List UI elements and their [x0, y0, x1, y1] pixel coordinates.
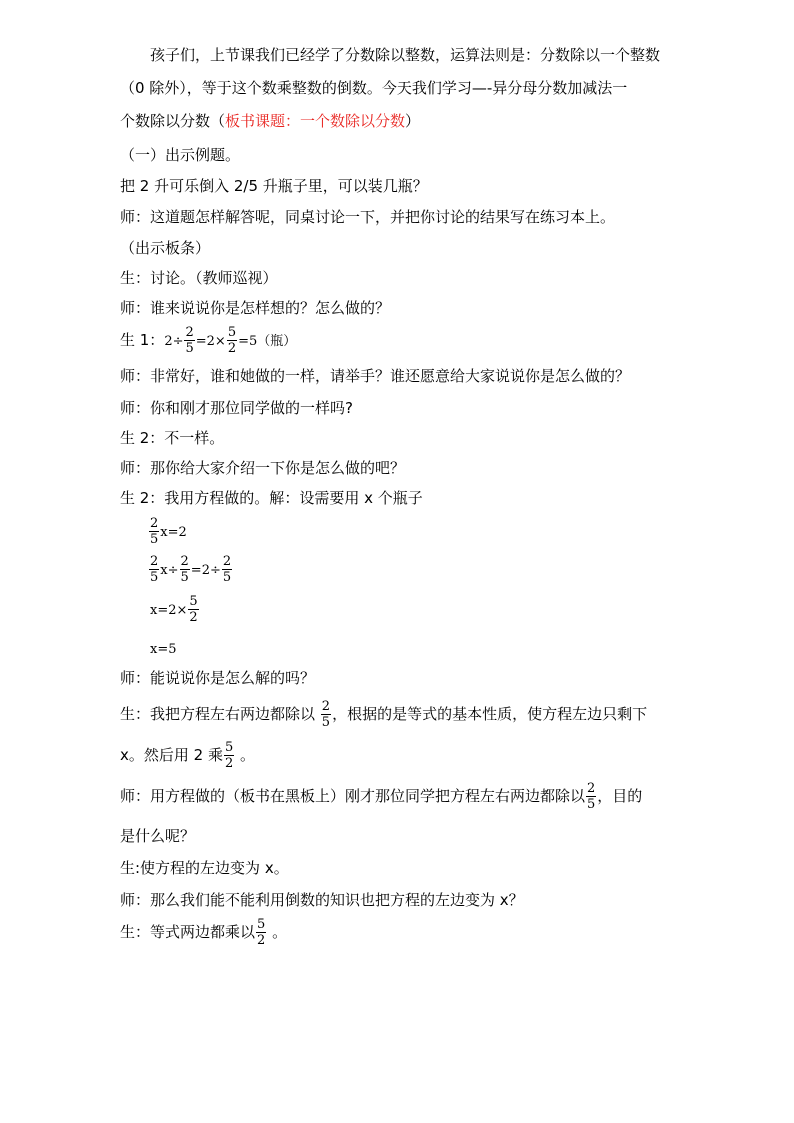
math-span: x=5 — [150, 642, 177, 657]
fraction-numerator: 2 — [185, 325, 194, 340]
fraction-numerator: 2 — [180, 554, 189, 569]
fraction-two-fifths — [149, 516, 159, 547]
fraction-denominator: 5 — [180, 570, 189, 585]
text-span: 孩子们，上节课我们已经学了分数除以整数，运算法则是：分数除以一个整数 — [150, 46, 661, 64]
text-span: ，根据的是等式的基本性质，使方程左边只剩下 — [332, 705, 648, 723]
equation-step-1 — [148, 514, 187, 550]
fraction-denominator: 5 — [150, 532, 159, 547]
math-span: =2÷ — [190, 563, 221, 578]
note-line — [120, 238, 210, 258]
math-span: 2÷ — [164, 334, 184, 349]
teacher-line — [120, 298, 390, 318]
student-1-solution — [120, 322, 296, 360]
text-span: 生：我把方程左右两边都除以 — [120, 705, 320, 723]
text-span: 师：非常好，谁和她做的一样，请举手？谁还愿意给大家说说你是怎么做的？ — [120, 367, 631, 385]
text-span: （0 除外），等于这个数乘整数的倒数。今天我们学习—-异分母分数加减法一 — [120, 79, 628, 97]
fraction-denominator: 5 — [321, 715, 331, 730]
math-span: x÷ — [160, 563, 179, 578]
text-span: 生 2：不一样。 — [120, 429, 225, 447]
fraction-denominator: 2 — [189, 610, 198, 625]
fraction-numerator: 2 — [150, 554, 159, 569]
paragraph-line-2 — [120, 78, 627, 98]
fraction-numerator: 5 — [227, 325, 237, 340]
teacher-line — [120, 890, 524, 910]
text-span: 生 2：我用方程做的。解：设需要用 x 个瓶子 — [120, 489, 423, 507]
fraction-numerator: 5 — [224, 740, 234, 755]
fraction-two-fifths — [586, 781, 596, 812]
student-line — [120, 268, 278, 288]
fraction-two-fifths — [222, 554, 232, 585]
fraction-numerator: 2 — [321, 699, 331, 714]
text-span: 把 2 升可乐倒入 2/5 升瓶子里，可以装几瓶？ — [120, 177, 428, 195]
fraction-five-halves — [227, 325, 237, 356]
fraction-numerator: 2 — [587, 781, 596, 796]
student-line — [120, 488, 423, 508]
text-span: 师：那你给大家介绍一下你是怎么做的吧？ — [120, 459, 406, 477]
student-explanation-cont — [120, 738, 255, 772]
fraction-denominator: 2 — [227, 341, 237, 356]
text-span: 师：你和刚才那位同学做的一样吗? — [120, 399, 353, 417]
fraction-two-fifths — [184, 325, 194, 356]
fraction-denominator: 5 — [222, 570, 232, 585]
teacher-line — [120, 668, 315, 688]
teacher-line — [120, 207, 615, 227]
fraction-numerator: 5 — [257, 917, 266, 932]
text-span: 是什么呢？ — [120, 827, 196, 845]
fraction-numerator: 2 — [150, 516, 159, 531]
text-span: 生：讨论。（教师巡视） — [120, 269, 278, 287]
fraction-two-fifths — [180, 554, 190, 585]
paragraph-line-3 — [120, 111, 420, 131]
student-line — [120, 428, 224, 448]
text-span: 生 1： — [120, 331, 165, 349]
paragraph-line-1 — [150, 45, 660, 65]
fraction-five-halves — [224, 740, 234, 771]
math-span: =2× — [195, 334, 226, 349]
math-span: x=2× — [150, 603, 188, 618]
text-span: （出示板条） — [120, 239, 211, 257]
text-span: 师：能说说你是怎么解的吗？ — [120, 669, 316, 687]
text-span: ，目的 — [597, 787, 643, 805]
text-span: 师：谁来说说你是怎样想的？怎么做的？ — [120, 299, 391, 317]
fraction-two-fifths — [321, 699, 331, 730]
equation-step-2 — [148, 552, 233, 588]
math-span: =5（瓶） — [238, 334, 297, 349]
text-span: ） — [405, 112, 421, 130]
fraction-numerator: 2 — [222, 554, 232, 569]
text-span: x。然后用 2 乘 — [120, 746, 223, 764]
text-span: 生：等式两边都乘以 — [120, 923, 256, 941]
equation-step-3 — [150, 592, 200, 628]
fraction-denominator: 5 — [185, 341, 194, 356]
teacher-line-with-fraction — [120, 778, 642, 814]
text-span: 师：这道题怎样解答呢，同桌讨论一下，并把你讨论的结果写在练习本上。 — [120, 208, 616, 226]
example-problem — [120, 176, 428, 196]
fraction-numerator: 5 — [189, 594, 198, 609]
text-span: 生:使方程的左边变为 x。 — [120, 859, 289, 877]
fraction-five-halves — [256, 917, 266, 948]
student-answer-line — [120, 914, 287, 950]
fraction-denominator: 5 — [150, 570, 159, 585]
teacher-line — [120, 398, 353, 418]
equation-step-4 — [150, 638, 177, 660]
fraction-two-fifths — [149, 554, 159, 585]
teacher-line — [120, 458, 405, 478]
text-span: 师：用方程做的（板书在黑板上）刚才那位同学把方程左右两边都除以 — [120, 787, 586, 805]
text-span: 。 — [267, 923, 288, 941]
text-span: 。 — [235, 746, 256, 764]
student-line — [120, 858, 289, 878]
teacher-line-cont — [120, 826, 195, 846]
text-span: 师：那么我们能不能利用倒数的知识也把方程的左边变为 x？ — [120, 891, 524, 909]
text-span: 个数除以分数（ — [120, 112, 226, 130]
board-title-highlight: 板书课题：一个数除以分数 — [225, 112, 406, 130]
text-span: （一）出示例题。 — [120, 146, 241, 164]
student-explanation-line — [120, 696, 647, 732]
teacher-line — [120, 366, 630, 386]
math-span: x=2 — [160, 525, 187, 540]
fraction-denominator: 2 — [257, 933, 266, 948]
fraction-five-halves — [188, 594, 198, 625]
fraction-denominator: 5 — [587, 797, 596, 812]
fraction-denominator: 2 — [224, 756, 234, 771]
section-heading — [120, 145, 240, 165]
